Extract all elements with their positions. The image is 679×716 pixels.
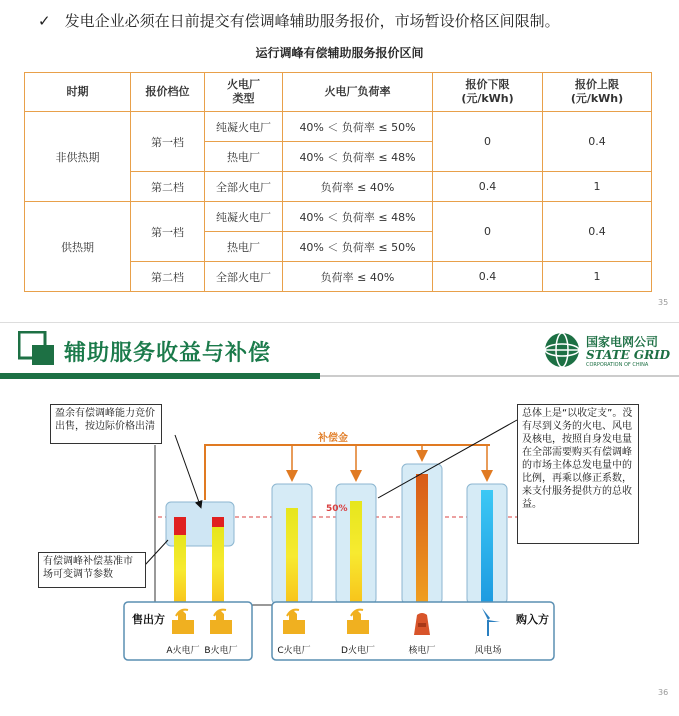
bar-plant-b-surplus — [212, 517, 224, 527]
cell-tier: 第二档 — [131, 262, 205, 292]
cell-period: 供热期 — [25, 202, 131, 292]
cell-load: 负荷率 ≤ 40% — [283, 172, 433, 202]
cell-tier: 第一档 — [131, 202, 205, 262]
cell-load: 负荷率 ≤ 40% — [283, 262, 433, 292]
header-tier: 报价档位 — [131, 73, 205, 112]
cell-upper: 1 — [543, 172, 652, 202]
seller-label: 售出方 — [132, 613, 165, 626]
plant-label-d: D火电厂 — [341, 646, 375, 656]
callout-payment-rule: 总体上是“以收定支”。没有尽到义务的火电、风电及核电，按照自身发电量在全部需要购买有偿调峰的市场主体总发电量中的比例，再乘以修正系数，来支付服务提供方的总收益。 — [517, 404, 639, 544]
header-period: 时期 — [25, 73, 131, 112]
plant-label-a: A火电厂 — [166, 646, 200, 656]
cell-upper: 1 — [543, 262, 652, 292]
callout-surplus-auction: 盈余有偿调峰能力竞价出售，按边际价格出清 — [50, 404, 162, 444]
table-title: 运行调峰有偿辅助服务报价区间 — [255, 46, 424, 60]
cell-lower: 0 — [433, 202, 543, 262]
plant-label-nuclear: 核电厂 — [408, 646, 436, 656]
logo-text-en: STATE GRID — [586, 348, 671, 362]
bar-plant-a — [174, 535, 186, 605]
table-header-row — [25, 73, 652, 112]
slide-title-icon — [18, 331, 56, 367]
cell-type: 热电厂 — [205, 232, 283, 262]
cell-lower: 0.4 — [433, 262, 543, 292]
cell-load: 40% ＜ 负荷率 ≤ 48% — [283, 202, 433, 232]
cell-tier: 第二档 — [131, 172, 205, 202]
cell-upper: 0.4 — [543, 112, 652, 172]
cell-lower: 0 — [433, 112, 543, 172]
cell-upper: 0.4 — [543, 202, 652, 262]
check-icon: ✓ — [38, 11, 51, 30]
cell-type: 全部火电厂 — [205, 172, 283, 202]
title-underline — [0, 373, 320, 379]
pointer-top-left — [175, 435, 200, 505]
header-lower: 报价下限 (元/kWh) — [433, 73, 543, 112]
subsidy-label: 补偿金 — [318, 433, 348, 444]
header-plant-type: 火电厂 类型 — [205, 73, 283, 112]
table-row — [25, 202, 652, 232]
cell-load: 40% ＜ 负荷率 ≤ 50% — [283, 112, 433, 142]
slide-title: 辅助服务收益与补偿 — [64, 341, 272, 366]
logo-text-sub: CORPORATION OF CHINA — [586, 362, 649, 368]
bar-plant-d — [350, 501, 362, 605]
cell-type: 全部火电厂 — [205, 262, 283, 292]
intro-bullet — [38, 10, 560, 31]
bar-plant-c — [286, 508, 298, 605]
page-number: 35 — [658, 298, 669, 307]
cell-type: 纯凝火电厂 — [205, 112, 283, 142]
bar-nuclear — [416, 474, 428, 605]
cell-period: 非供热期 — [25, 112, 131, 202]
plant-label-c: C火电厂 — [277, 646, 311, 656]
pointer-bottom-left — [145, 540, 168, 565]
title-rule — [320, 375, 679, 377]
cell-load: 40% ＜ 负荷率 ≤ 48% — [283, 142, 433, 172]
logo-text-cn: 国家电网公司 — [586, 335, 659, 349]
table-row — [25, 112, 652, 142]
cell-tier: 第一档 — [131, 112, 205, 172]
cell-type: 纯凝火电厂 — [205, 202, 283, 232]
bar-plant-b — [212, 527, 224, 605]
cell-type: 热电厂 — [205, 142, 283, 172]
plant-label-wind: 风电场 — [474, 646, 502, 656]
state-grid-logo-icon — [542, 331, 582, 369]
cell-lower: 0.4 — [433, 172, 543, 202]
cell-load: 40% ＜ 负荷率 ≤ 50% — [283, 232, 433, 262]
bar-wind — [481, 490, 493, 605]
bullet-text: 发电企业必须在日前提交有偿调峰辅助服务报价，市场暂设价格区间限制。 — [64, 12, 560, 30]
header-load-rate: 火电厂负荷率 — [283, 73, 433, 112]
bar-plant-a-surplus — [174, 517, 186, 535]
buyer-label: 购入方 — [516, 613, 549, 626]
plant-label-b: B火电厂 — [204, 646, 238, 656]
callout-compensation-param: 有偿调峰补偿基准市场可变调节参数 — [38, 552, 146, 588]
price-range-table — [24, 72, 652, 292]
percent-label: 50% — [326, 504, 348, 514]
header-upper: 报价上限 (元/kWh) — [543, 73, 652, 112]
page-number: 36 — [658, 688, 669, 697]
